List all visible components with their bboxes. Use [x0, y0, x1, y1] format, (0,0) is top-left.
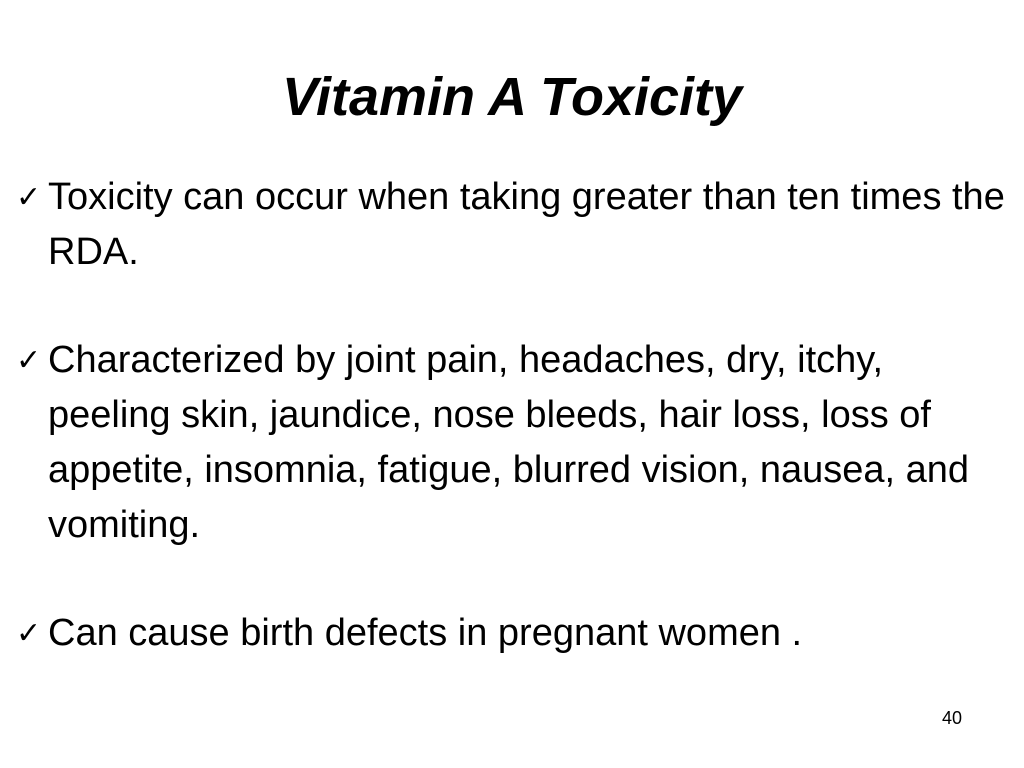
bullet-list	[16, 170, 1012, 661]
checkmark-icon: ✓	[16, 616, 42, 651]
checkmark-icon: ✓	[16, 180, 42, 215]
bullet-text: Toxicity can occur when taking greater than ten times the RDA.	[48, 176, 1005, 273]
bullet-text: Characterized by joint pain, headaches, dry, itchy, peeling skin, jaundice, nose bleeds, hair loss, loss of appetite, insomnia, fatigue, blurred vision, nausea, and vomiting.	[48, 339, 970, 546]
page-number: 40	[941, 708, 962, 728]
slide-title: Vitamin A Toxicity	[281, 67, 743, 127]
bullet-item	[16, 606, 1012, 661]
bullet-text: Can cause birth defects in pregnant women .	[48, 612, 803, 654]
bullet-item	[16, 333, 1012, 553]
checkmark-icon: ✓	[16, 343, 42, 378]
bullet-item	[16, 170, 1012, 280]
